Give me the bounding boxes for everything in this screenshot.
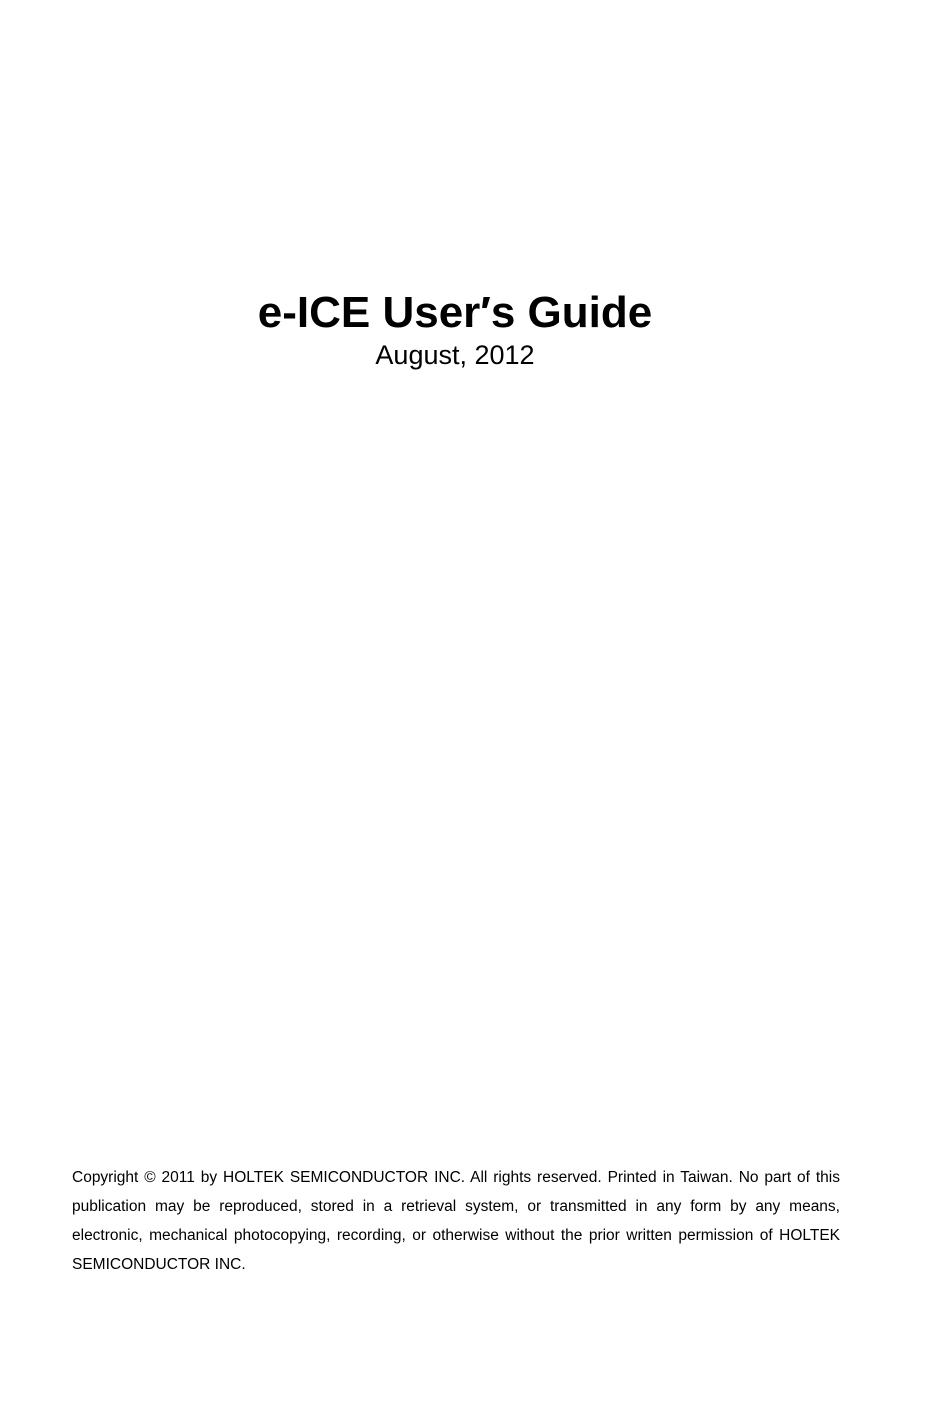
title-block bbox=[0, 286, 910, 370]
copyright-notice: Copyright © 2011 by HOLTEK SEMICONDUCTOR INC. All rights reserved. Printed in Taiwan. No part of this publication may be reproduced, stored in a retrieval system, or transmitted in any form by any means, electronic, mechanical photocopying, recording, or otherwise without the prior written permission of HOLTEK SEMICONDUCTOR INC. bbox=[72, 1169, 840, 1273]
document-title: e-ICE User′s Guide bbox=[257, 288, 653, 337]
document-date: August, 2012 bbox=[375, 340, 535, 370]
